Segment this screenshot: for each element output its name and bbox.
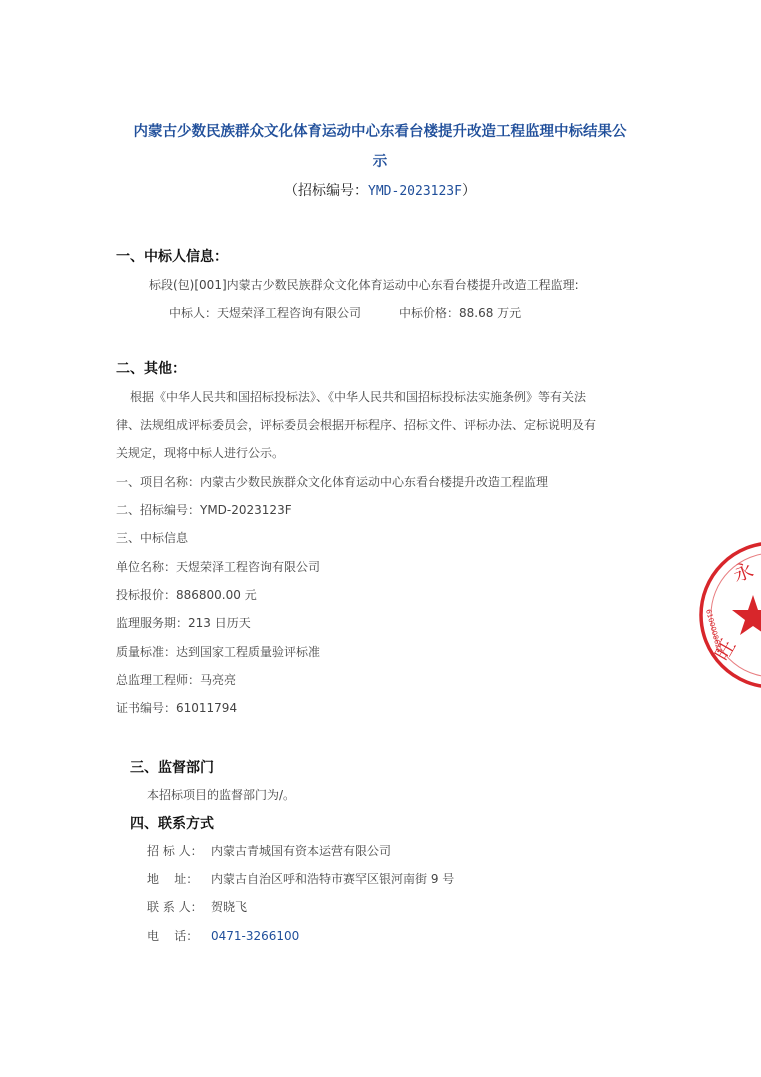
chief-engineer: 总监理工程师：马亮亮	[116, 673, 237, 687]
contact-label: 联 系 人：	[147, 900, 203, 914]
lot-line: 标段(包)[001]内蒙古少数民族群众文化体育运动中心东看台楼提升改造工程监理:	[149, 278, 579, 292]
project-name-item: 一、项目名称：内蒙古少数民族群众文化体育运动中心东看台楼提升改造工程监理	[116, 475, 549, 489]
contact-label: 地 址：	[147, 872, 199, 886]
title-line-1: 内蒙古少数民族群众文化体育运动中心东看台楼提升改造工程监理中标结果公	[133, 124, 627, 140]
contact-phone: 0471-3266100	[211, 929, 300, 943]
contact-row	[147, 870, 454, 887]
official-seal-icon	[698, 540, 761, 690]
contact-label: 电 话：	[147, 929, 199, 943]
paragraph-line-2: 律、法规组成评标委员会，评标委员会根据开标程序、招标文件、评标办法、定标说明及有	[116, 418, 597, 432]
section-3-heading: 三、监督部门	[130, 760, 214, 776]
seal-ring-text: 6100008624	[704, 608, 724, 654]
contact-row	[147, 927, 299, 944]
seal-char-mid: 旺	[709, 635, 741, 665]
title-line-2: 示	[372, 154, 388, 170]
contact-value: 内蒙古自治区呼和浩特市赛罕区银河南街 9 号	[211, 872, 455, 886]
winner-line	[169, 304, 521, 321]
seal-char-top: 永	[729, 557, 757, 587]
unit-name: 单位名称：天煜荣泽工程咨询有限公司	[116, 560, 321, 574]
contact-row	[147, 898, 247, 915]
service-period: 监理服务期：213 日历天	[116, 616, 251, 630]
quality-standard: 质量标准：达到国家工程质量验评标准	[116, 645, 321, 659]
contact-row	[147, 842, 391, 859]
tender-number-subtitle	[120, 180, 640, 200]
section-2-heading: 二、其他：	[116, 361, 186, 377]
contact-value: 贺晓飞	[211, 900, 248, 914]
winning-price: 中标价格：88.68 万元	[399, 306, 522, 320]
section-4-heading: 四、联系方式	[130, 816, 214, 832]
paragraph-line-3: 关规定，现将中标人进行公示。	[116, 446, 285, 460]
subtitle-code: YMD-2023123F	[368, 184, 462, 199]
contact-label: 招 标 人：	[147, 844, 203, 858]
paragraph-line-1: 根据《中华人民共和国招标投标法》、《中华人民共和国招标投标法实施条例》等有关法	[130, 390, 587, 404]
bid-info-item: 三、中标信息	[116, 531, 189, 545]
supervision-text: 本招标项目的监督部门为/。	[147, 788, 296, 802]
subtitle-prefix: （招标编号：	[284, 183, 369, 199]
bid-price: 投标报价：886800.00 元	[116, 588, 257, 602]
tender-number-item: 二、招标编号：YMD-2023123F	[116, 503, 292, 517]
certificate-number: 证书编号：61011794	[116, 701, 238, 715]
contact-value: 内蒙古青城国有资本运营有限公司	[211, 844, 392, 858]
winner-label: 中标人：天煜荣泽工程咨询有限公司	[169, 306, 362, 320]
subtitle-suffix: ）	[461, 183, 476, 199]
section-1-heading: 一、中标人信息：	[116, 249, 228, 265]
document-title	[120, 117, 640, 177]
